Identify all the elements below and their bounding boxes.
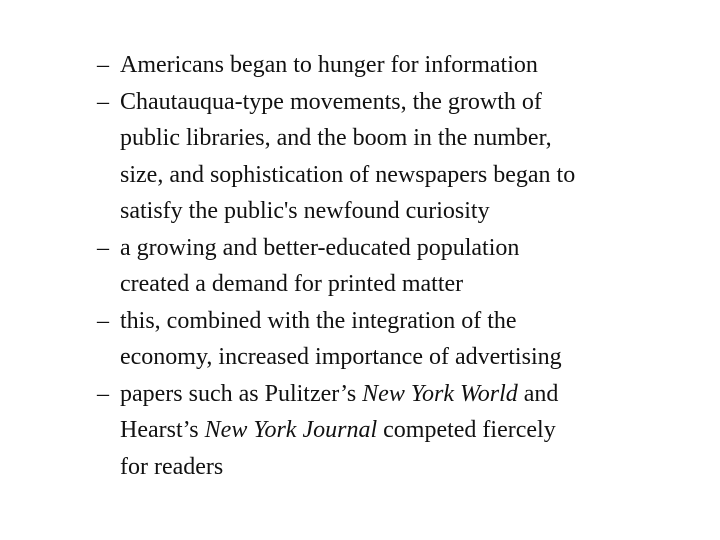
bullet-dash: – [97,307,109,334]
bullet-list [97,47,697,485]
bullet-text-line: size, and sophistication of newspapers began to [120,161,576,188]
bullet-item [97,47,697,84]
text-segment: competed fiercely [377,417,556,443]
bullet-text-line: a growing and better-educated population [120,234,520,261]
bullet-text-line: created a demand for printed matter [120,271,464,297]
bullet-text-line [120,376,697,413]
text-segment: papers such as Pulitzer’s [120,380,363,407]
bullet-dash: – [97,380,109,407]
bullet-item [97,230,697,303]
bullet-text-line: economy, increased importance of advertising [120,344,562,370]
text-segment: and [517,380,559,407]
bullet-dash: – [97,88,109,115]
bullet-item [97,303,697,376]
bullet-dash: – [97,234,109,261]
bullet-text-line: this, combined with the integration of the [120,307,517,334]
bullet-text-line: Chautauqua-type movements, the growth of [120,88,542,115]
bullet-text-line: for readers [120,453,224,480]
text-segment: Hearst’s [120,417,205,443]
bullet-text-line: public libraries, and the boom in the number, [120,125,552,151]
bullet-item [97,376,697,486]
bullet-text-line: Americans began to hunger for information [120,52,538,78]
newspaper-title: New York World [362,380,518,407]
bullet-item [97,84,697,230]
bullet-text-line [120,412,697,449]
newspaper-title: New York Journal [204,417,378,443]
bullet-text-line: satisfy the public's newfound curiosity [120,198,490,224]
bullet-dash: – [97,52,109,78]
